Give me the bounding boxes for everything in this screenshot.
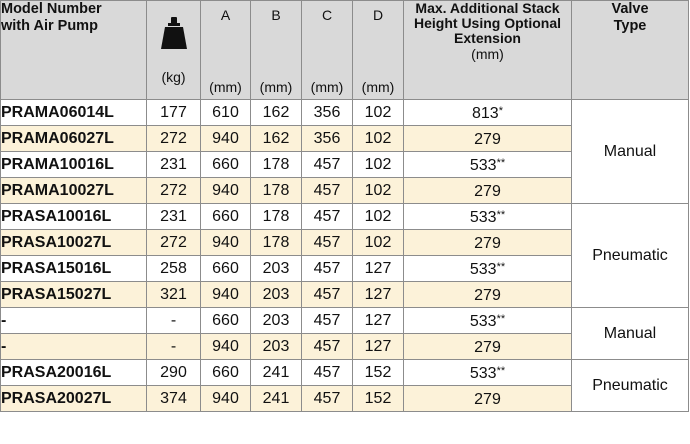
header-a-unit: (mm) [209, 79, 242, 95]
stack-height-value: 533 [469, 365, 497, 382]
table-body [1, 100, 689, 412]
header-stack-height [404, 1, 572, 100]
b-cell: 241 [251, 386, 302, 412]
stack-height-cell [404, 152, 572, 178]
b-cell: 203 [251, 334, 302, 360]
d-cell: 152 [353, 386, 404, 412]
footnote-mark: ** [496, 261, 506, 273]
c-cell: 457 [302, 152, 353, 178]
b-cell: 203 [251, 308, 302, 334]
b-cell: 178 [251, 204, 302, 230]
header-d-unit: (mm) [361, 79, 395, 95]
table-row [1, 360, 689, 386]
table-row [1, 100, 689, 126]
header-c-unit: (mm) [310, 79, 344, 95]
kg-cell: 321 [147, 282, 201, 308]
model-number-cell: PRASA15016L [1, 256, 147, 282]
valve-type-cell: Manual [572, 308, 689, 360]
model-number-cell: PRAMA10016L [1, 152, 147, 178]
stack-height-cell [404, 230, 572, 256]
stack-height-cell [404, 126, 572, 152]
stack-height-value: 279 [474, 235, 501, 252]
d-cell: 102 [353, 204, 404, 230]
stack-height-value: 279 [474, 339, 501, 356]
kg-cell: 231 [147, 204, 201, 230]
kg-cell: 231 [147, 152, 201, 178]
footnote-mark: * [498, 105, 503, 117]
model-number-cell: - [1, 308, 147, 334]
c-cell: 457 [302, 308, 353, 334]
d-cell: 102 [353, 178, 404, 204]
model-number-cell: PRASA20016L [1, 360, 147, 386]
c-cell: 457 [302, 360, 353, 386]
d-cell: 102 [353, 230, 404, 256]
a-cell: 940 [201, 282, 251, 308]
header-b-letter: B [271, 7, 281, 23]
footnote-mark: ** [496, 157, 506, 169]
stack-height-cell [404, 308, 572, 334]
b-cell: 178 [251, 230, 302, 256]
kg-cell: - [147, 334, 201, 360]
a-cell: 660 [201, 360, 251, 386]
kg-cell: 374 [147, 386, 201, 412]
b-cell: 241 [251, 360, 302, 386]
stack-height-cell [404, 386, 572, 412]
stack-height-value: 279 [474, 183, 501, 200]
stack-height-value: 533 [469, 209, 497, 226]
stack-height-cell [404, 282, 572, 308]
c-cell: 356 [302, 100, 353, 126]
stack-height-value: 813 [472, 105, 499, 122]
kg-cell: 177 [147, 100, 201, 126]
model-number-cell: PRASA10016L [1, 204, 147, 230]
b-cell: 162 [251, 126, 302, 152]
stack-height-cell [404, 204, 572, 230]
valve-type-cell: Manual [572, 100, 689, 204]
c-cell: 356 [302, 126, 353, 152]
model-number-cell: PRAMA06027L [1, 126, 147, 152]
kg-cell: 272 [147, 178, 201, 204]
header-b-unit: (mm) [259, 79, 293, 95]
d-cell: 102 [353, 152, 404, 178]
header-weight-unit: (kg) [161, 69, 186, 85]
stack-height-cell [404, 100, 572, 126]
d-cell: 127 [353, 308, 404, 334]
header-a [201, 1, 251, 100]
a-cell: 940 [201, 126, 251, 152]
stack-height-value: 279 [474, 131, 501, 148]
valve-type-cell: Pneumatic [572, 204, 689, 308]
header-a-letter: A [220, 7, 231, 23]
kg-cell: - [147, 308, 201, 334]
header-model-line1: Model Number [1, 1, 102, 17]
weight-icon [159, 15, 189, 51]
a-cell: 610 [201, 100, 251, 126]
header-stack-unit: (mm) [471, 46, 504, 62]
header-c [302, 1, 353, 100]
b-cell: 162 [251, 100, 302, 126]
d-cell: 127 [353, 256, 404, 282]
header-valve-type [572, 1, 689, 100]
c-cell: 457 [302, 386, 353, 412]
stack-height-cell [404, 256, 572, 282]
d-cell: 152 [353, 360, 404, 386]
stack-height-value: 533 [469, 313, 497, 330]
model-number-cell: PRASA15027L [1, 282, 147, 308]
kg-cell: 272 [147, 126, 201, 152]
model-number-cell: - [1, 334, 147, 360]
header-d-letter: D [372, 7, 384, 23]
header-valve-line2: Type [613, 18, 647, 34]
d-cell: 102 [353, 100, 404, 126]
d-cell: 127 [353, 334, 404, 360]
valve-type-cell: Pneumatic [572, 360, 689, 412]
b-cell: 203 [251, 282, 302, 308]
b-cell: 203 [251, 256, 302, 282]
model-number-cell: PRASA20027L [1, 386, 147, 412]
header-d [353, 1, 404, 100]
d-cell: 102 [353, 126, 404, 152]
kg-cell: 258 [147, 256, 201, 282]
a-cell: 940 [201, 334, 251, 360]
kg-cell: 272 [147, 230, 201, 256]
header-valve-line1: Valve [611, 1, 649, 17]
a-cell: 940 [201, 386, 251, 412]
header-c-letter: C [321, 7, 333, 23]
model-number-cell: PRASA10027L [1, 230, 147, 256]
b-cell: 178 [251, 152, 302, 178]
footnote-mark: ** [496, 365, 506, 377]
c-cell: 457 [302, 334, 353, 360]
c-cell: 457 [302, 230, 353, 256]
table-row [1, 308, 689, 334]
header-stack-title: Max. Additional Stack Height Using Optional Extension [414, 0, 561, 46]
footnote-mark: ** [496, 209, 506, 221]
header-model [1, 1, 147, 100]
a-cell: 660 [201, 308, 251, 334]
c-cell: 457 [302, 204, 353, 230]
stack-height-value: 533 [469, 261, 497, 278]
a-cell: 660 [201, 204, 251, 230]
a-cell: 660 [201, 152, 251, 178]
d-cell: 127 [353, 282, 404, 308]
stack-height-cell [404, 178, 572, 204]
kg-cell: 290 [147, 360, 201, 386]
c-cell: 457 [302, 178, 353, 204]
header-b [251, 1, 302, 100]
stack-height-value: 279 [474, 391, 501, 408]
c-cell: 457 [302, 282, 353, 308]
model-number-cell: PRAMA06014L [1, 100, 147, 126]
footnote-mark: ** [496, 313, 506, 325]
model-number-cell: PRAMA10027L [1, 178, 147, 204]
stack-height-value: 533 [469, 157, 497, 174]
c-cell: 457 [302, 256, 353, 282]
a-cell: 660 [201, 256, 251, 282]
header-weight [147, 1, 201, 100]
header-row [1, 1, 689, 100]
b-cell: 178 [251, 178, 302, 204]
stack-height-cell [404, 360, 572, 386]
stack-height-value: 279 [474, 287, 501, 304]
a-cell: 940 [201, 178, 251, 204]
header-model-line2: with Air Pump [1, 18, 98, 34]
table-row [1, 204, 689, 230]
stack-height-cell [404, 334, 572, 360]
a-cell: 940 [201, 230, 251, 256]
